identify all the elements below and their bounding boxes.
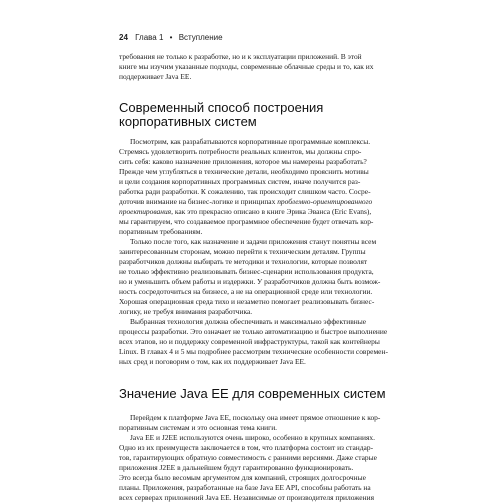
text-line: мы гарантируем, что создаваемое программное обеспечение будет отвечать кор- <box>119 217 374 226</box>
text-line: ных сред и поговорим о том, как их поддерживает Java EE. <box>119 357 306 366</box>
text-line: логику, не требуя внимания разработчика. <box>119 307 253 316</box>
text-line: сить себя: каково назначение приложения, которое мы намерены разработать? <box>119 157 367 166</box>
text-line: Хорошая операционная среда тихо и незаметно помогает реализовывать бизнес- <box>119 297 375 306</box>
text-line: разработчиков должны выбирать те методики и технологии, которые позволят <box>119 257 368 266</box>
text-line: требования не только к разработке, но и к эксплуатации приложений. В этой <box>119 52 362 61</box>
text-line: тов, гарантирующих обратную совместимость с ранними версиями. Даже старые <box>119 453 377 462</box>
text-line: Прежде чем углубляться в технические детали, необходимо прояснить мотивы <box>119 167 369 176</box>
text-line: поративным требованиям. <box>119 227 203 236</box>
text-line: Это всегда было весомым аргументом для компаний, строящих долгосрочные <box>119 473 366 482</box>
text-line: книге мы изучим указанные подходы, современные облачные среды и то, как их <box>119 62 374 71</box>
section-heading-modern-approach <box>119 101 389 129</box>
text-line: заинтересованным сторонам, можно перейти к техническим деталям. Группы <box>119 247 366 256</box>
running-header <box>119 33 223 42</box>
text-line: Java EE и J2EE используются очень широко, особенно в крупных компаниях. <box>130 433 375 442</box>
text-line: Только после того, как назначение и задачи приложения станут понятны всем <box>130 237 377 246</box>
text-line: поддерживает Java EE. <box>119 72 192 81</box>
text-line: поративным системам и это основная тема книги. <box>119 423 278 432</box>
text-line: Посмотрим, как разрабатываются корпоративные программные комплексы. <box>130 137 371 146</box>
text-line: доточив внимание на бизнес-логике и принципах проблемно-ориентированного <box>119 197 373 206</box>
page-content <box>119 52 389 503</box>
text-line: ность сосредоточиться на бизнесе, а не на операционной среде или технологии. <box>119 287 373 296</box>
section-heading-java-ee-value: Значение Java EE для современных систем <box>119 386 386 401</box>
paragraph <box>119 137 389 237</box>
paragraph <box>119 413 389 433</box>
text-line: Перейдем к платформе Java EE, поскольку она имеет прямое отношение к кор- <box>130 413 381 422</box>
text-line: не только эффективно реализовывать бизнес-сценарии использования продукта, <box>119 267 374 276</box>
text-line: Linux. В главах 4 и 5 мы подробнее рассмотрим технические особенности современ- <box>119 347 388 356</box>
text-line: проектирования, как это прекрасно описано в книге Эрика Эванса (Eric Evans), <box>119 207 372 216</box>
text-line: приложения J2EE в дальнейшем будут гарантированно функционировать. <box>119 463 354 472</box>
heading-line: корпоративных систем <box>119 114 257 129</box>
text-line: и цели создания корпоративных программных систем, иначе получится раз- <box>119 177 361 186</box>
section-label: Вступление <box>178 33 223 42</box>
text-line: но и уменьшить объем работы и издержки. У разработчиков должна быть возмож- <box>119 277 381 286</box>
paragraph <box>119 317 389 367</box>
intro-paragraph <box>119 52 389 82</box>
header-bullet: • <box>169 33 173 42</box>
text-line: процессы разработки. Это означает не только автоматизацию и быстрое выполнение <box>119 327 388 336</box>
paragraph <box>119 237 389 317</box>
text-line: Стремясь удовлетворить потребности реальных клиентов, мы должны спро- <box>119 147 362 156</box>
text-line: планы. Приложения, разработанные на базе Java EE API, способны работать на <box>119 483 371 492</box>
text-line: работка ради разработки. К сожалению, так происходит слишком часто. Сосре- <box>119 187 371 196</box>
text-line: Выбранная технология должна обеспечивать и максимально эффективные <box>130 317 367 326</box>
text-line: всех серверах приложений Java EE. Независимые от производителя приложения <box>119 493 374 502</box>
text-line: Одно из их преимуществ заключается в том, что платформа состоит из стандар- <box>119 443 374 452</box>
paragraph <box>119 433 389 503</box>
chapter-label: Глава 1 <box>135 33 164 42</box>
heading-line: Современный способ построения <box>119 100 324 115</box>
page-number: 24 <box>119 33 128 42</box>
text-line: всех этапов, но и поддержку современной инфраструктуры, такой как контейнеры <box>119 337 380 346</box>
